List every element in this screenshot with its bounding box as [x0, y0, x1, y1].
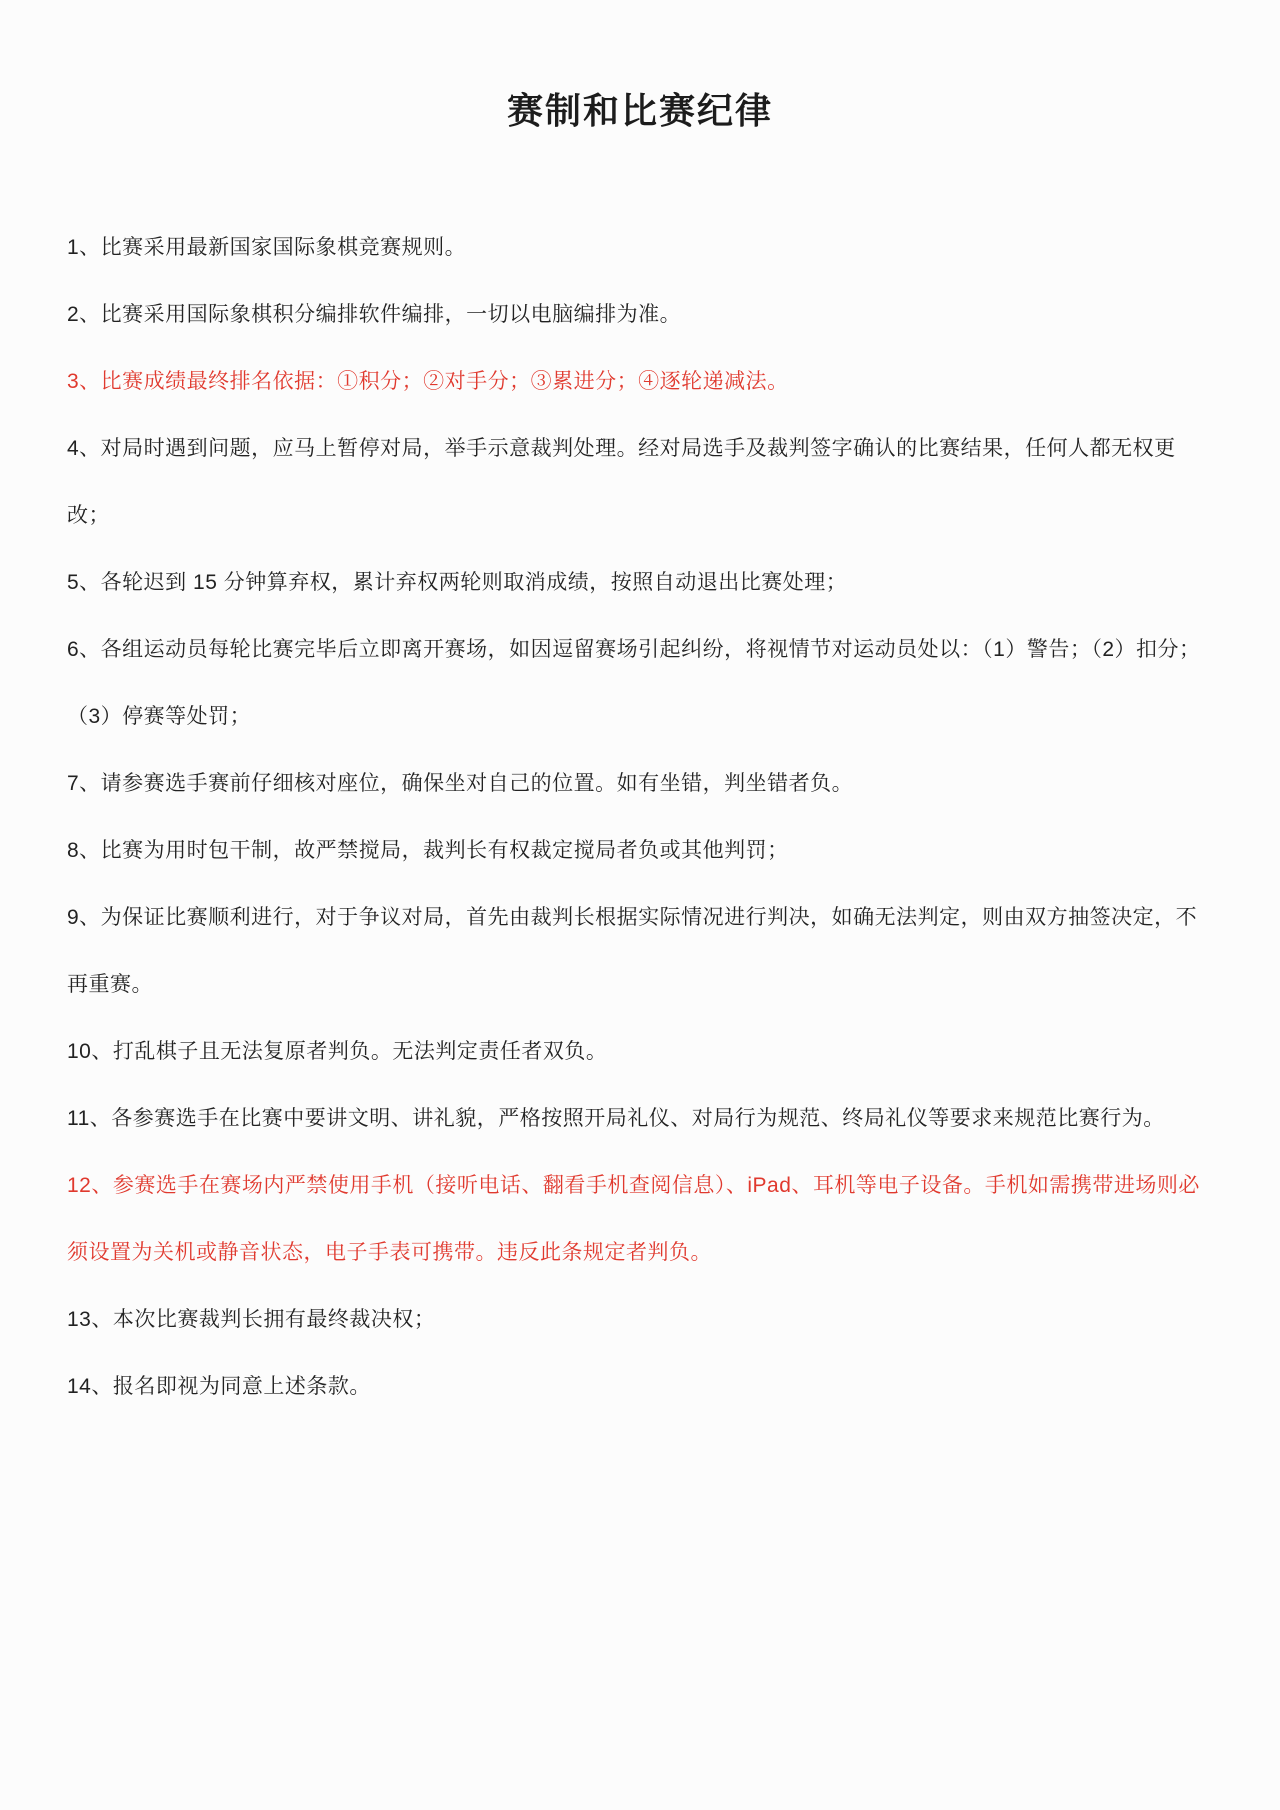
page-title: 赛制和比赛纪律 — [506, 90, 773, 131]
rule-item: 5、各轮迟到 15 分钟算弃权，累计弃权两轮则取消成绩，按照自动退出比赛处理； — [67, 571, 848, 594]
rule-item: 7、请参赛选手赛前仔细核对座位，确保坐对自己的位置。如有坐错，判坐错者负。 — [67, 772, 854, 795]
rule-item: 6、各组运动员每轮比赛完毕后立即离开赛场，如因逗留赛场引起纠纷，将视情节对运动员处以：（1）警告；（2）扣分；（3）停赛等处罚； — [67, 638, 1201, 728]
rule-item: 8、比赛为用时包干制，故严禁搅局，裁判长有权裁定搅局者负或其他判罚； — [67, 839, 789, 862]
rule-item: 10、打乱棋子且无法复原者判负。无法判定责任者双负。 — [67, 1040, 608, 1063]
rule-item: 9、为保证比赛顺利进行，对于争议对局，首先由裁判长根据实际情况进行判决，如确无法判定，则由双方抽签决定，不再重赛。 — [67, 906, 1198, 996]
rules-list — [0, 214, 1280, 1420]
rule-item: 12、参赛选手在赛场内严禁使用手机（接听电话、翻看手机查阅信息）、iPad、耳机等电子设备。手机如需携带进场则必须设置为关机或静音状态，电子手表可携带。违反此条规定者判负。 — [67, 1174, 1200, 1264]
rule-item: 3、比赛成绩最终排名依据：①积分；②对手分；③累进分；④逐轮递减法。 — [67, 370, 789, 393]
rule-item: 11、各参赛选手在比赛中要讲文明、讲礼貌，严格按照开局礼仪、对局行为规范、终局礼仪等要求来规范比赛行为。 — [67, 1107, 1165, 1130]
rule-item: 14、报名即视为同意上述条款。 — [67, 1375, 371, 1398]
rule-item: 13、本次比赛裁判长拥有最终裁决权； — [67, 1308, 436, 1331]
rule-item: 2、比赛采用国际象棋积分编排软件编排，一切以电脑编排为准。 — [67, 303, 682, 326]
rule-item: 1、比赛采用最新国家国际象棋竞赛规则。 — [67, 236, 467, 259]
rule-item: 4、对局时遇到问题，应马上暂停对局，举手示意裁判处理。经对局选手及裁判签字确认的比赛结果，任何人都无权更改； — [67, 437, 1176, 527]
